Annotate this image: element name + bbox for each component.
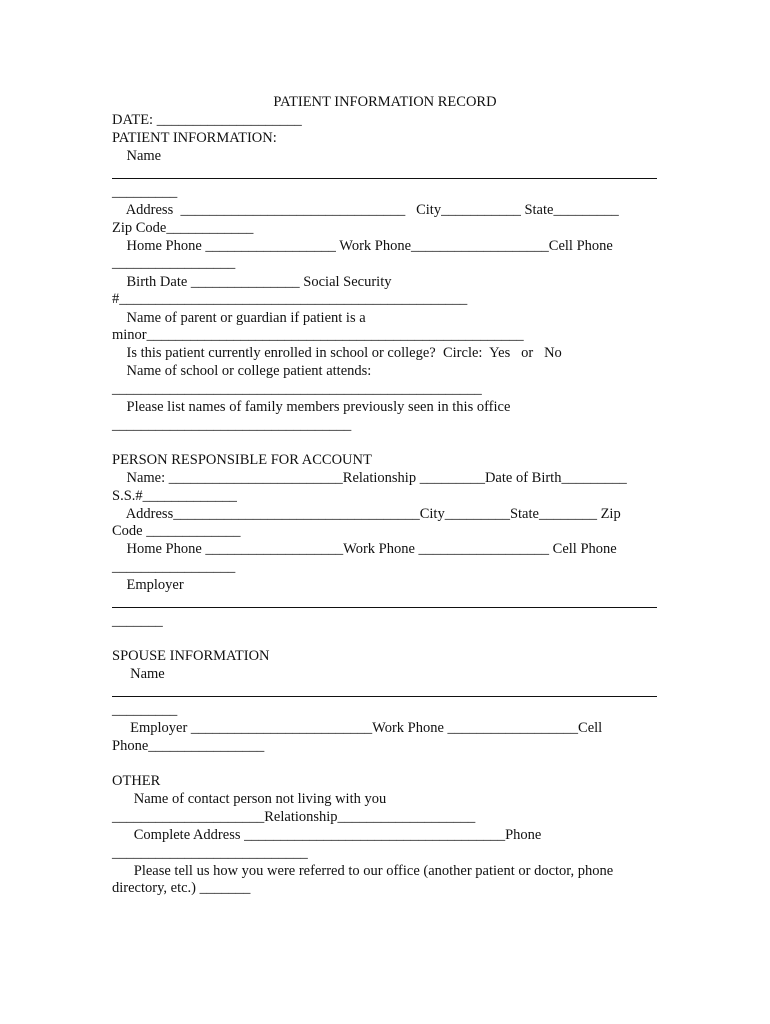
family-members-blank: _________________________________ — [112, 417, 352, 433]
school-name-label: Name of school or college patient attends: — [112, 363, 372, 379]
guardian-label-line: Name of parent or guardian if patient is a — [112, 310, 366, 326]
guardian-blank: minor____________________________________________________ — [112, 327, 524, 343]
employer-label: Employer — [112, 577, 184, 593]
patient-name-rule — [112, 178, 657, 179]
contact-person-label: Name of contact person not living with you — [112, 791, 387, 807]
responsible-cell-phone-blank: _________________ — [112, 559, 236, 575]
spouse-cell-phone-line: Phone________________ — [112, 738, 265, 754]
family-members-label: Please list names of family members previously seen in this office — [112, 399, 511, 415]
referral-question-line: Please tell us how you were referred to our office (another patient or doctor, phone — [112, 863, 614, 879]
responsible-person-heading: PERSON RESPONSIBLE FOR ACCOUNT — [112, 452, 372, 468]
patient-phone-line: Home Phone __________________ Work Phone___________________Cell Phone — [112, 238, 613, 254]
school-name-blank: ___________________________________________________ — [112, 381, 482, 397]
contact-relationship-line: _____________________Relationship___________________ — [112, 809, 476, 825]
spouse-information-heading: SPOUSE INFORMATION — [112, 648, 270, 664]
date-field-line: DATE: ____________________ — [112, 112, 302, 128]
form-title: PATIENT INFORMATION RECORD — [273, 94, 497, 110]
spouse-name-rule — [112, 696, 657, 697]
contact-phone-blank: ___________________________ — [112, 845, 308, 861]
employer-rule — [112, 607, 657, 608]
school-enrolled-question: Is this patient currently enrolled in school or college? Circle: Yes or No — [112, 345, 562, 361]
other-heading: OTHER — [112, 773, 161, 789]
patient-cell-phone-blank: _________________ — [112, 255, 236, 271]
complete-address-line: Complete Address ____________________________________Phone — [112, 827, 542, 843]
birth-date-line: Birth Date _______________ Social Security — [112, 274, 392, 290]
patient-information-heading: PATIENT INFORMATION: — [112, 130, 277, 146]
responsible-ssn-line: S.S.#_____________ — [112, 488, 237, 504]
spouse-employer-line: Employer _________________________Work Phone __________________Cell — [112, 720, 603, 736]
responsible-address-line: Address__________________________________City_________State________ Zip — [112, 506, 621, 522]
social-security-blank: #________________________________________________ — [112, 291, 468, 307]
responsible-phone-line: Home Phone ___________________Work Phone __________________ Cell Phone — [112, 541, 617, 557]
patient-address-line: Address _______________________________ City___________ State_________ — [112, 202, 619, 218]
spouse-name-rule-continued: _________ — [112, 702, 178, 718]
responsible-zip-line: Code _____________ — [112, 523, 241, 539]
patient-zip-line: Zip Code____________ — [112, 220, 254, 236]
spouse-name-label: Name — [112, 666, 165, 682]
employer-rule-continued: _______ — [112, 613, 163, 629]
patient-name-rule-continued: _________ — [112, 184, 178, 200]
responsible-name-line: Name: ________________________Relationship _________Date of Birth_________ — [112, 470, 627, 486]
patient-name-label: Name — [112, 148, 162, 164]
referral-question-continued: directory, etc.) _______ — [112, 880, 251, 896]
